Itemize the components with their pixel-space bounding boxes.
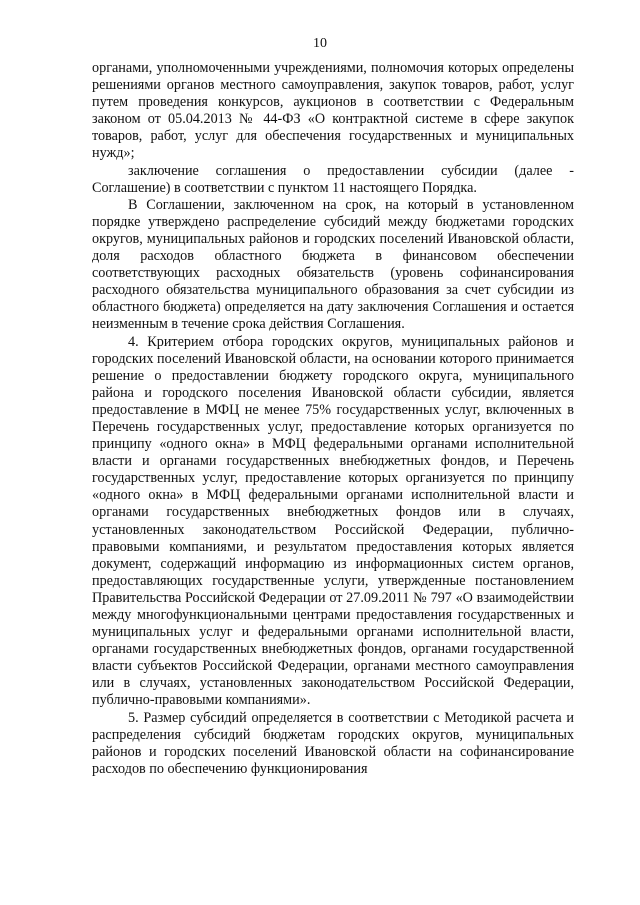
paragraph-subsidy-amount: 5. Размер субсидий определяется в соответствии с Методикой расчета и распределения субсидий бюджетам городских округов, муниципальных районов и городских поселений Ивановской области на софинансирование расходов по обеспечению функционирования — [92, 709, 574, 777]
paragraph-agreement-conclusion: заключение соглашения о предоставлении субсидии (далее - Соглашение) в соответствии с пунктом 11 настоящего Порядка. — [92, 162, 574, 196]
paragraph-procurement-continuation: органами, уполномоченными учреждениями, полномочия которых определены решениями органов местного самоуправления, закупок товаров, работ, услуг путем проведения конкурсов, аукционов в соответствии с Федеральным законом от 05.04.2013 № 44-ФЗ «О контрактной системе в сфере закупок товаров, работ, услуг для обеспечения государственных и муниципальных нужд»; — [92, 60, 574, 162]
page-number: 10 — [313, 36, 327, 51]
document-body — [92, 60, 574, 778]
paragraph-agreement-terms: В Соглашении, заключенном на срок, на который в установленном порядке утверждено распределение субсидий между бюджетами городских округов, муниципальных районов и городских поселений Ивановской области, доля расходов областного бюджета в финансовом обеспечении соответствующих расходных обязательств (уровень софинансирования расходного обязательства муниципального образования за счет субсидии из областного бюджета) определяется на дату заключения Соглашения и остается неизменным в течение срока действия Соглашения. — [92, 196, 574, 333]
paragraph-selection-criterion: 4. Критерием отбора городских округов, муниципальных районов и городских поселений Ивановской области, на основании которого принимается решение о предоставлении бюджету городского округа, муниципального района и городского поселения Ивановской области субсидии, является предоставление в МФЦ не менее 75% государственных услуг, включенных в Перечень государственных услуг, предоставление которых организуется по принципу «одного окна» в МФЦ федеральными органами исполнительной власти и органами государственных внебюджетных фондов, и Перечень государственных услуг, предоставление которых организуется по принципу «одного окна» в МФЦ федеральными органами исполнительной власти и органами государственных внебюджетных фондов или в случаях, установленных законодательством Российской Федерации, публично-правовыми компаниями, и результатом предоставления которых является документ, содержащий информацию из информационных систем органов, предоставляющих государственные услуги, утвержденные постановлением Правительства Российской Федерации от 27.09.2011 № 797 «О взаимодействии между многофункциональными центрами предоставления государственных и муниципальных услуг и федеральными органами исполнительной власти, органами государственных внебюджетных фондов, органами государственной власти субъектов Российской Федерации, органами местного самоуправления или в случаях, установленных законодательством Российской Федерации, публично-правовыми компаниями». — [92, 333, 574, 709]
